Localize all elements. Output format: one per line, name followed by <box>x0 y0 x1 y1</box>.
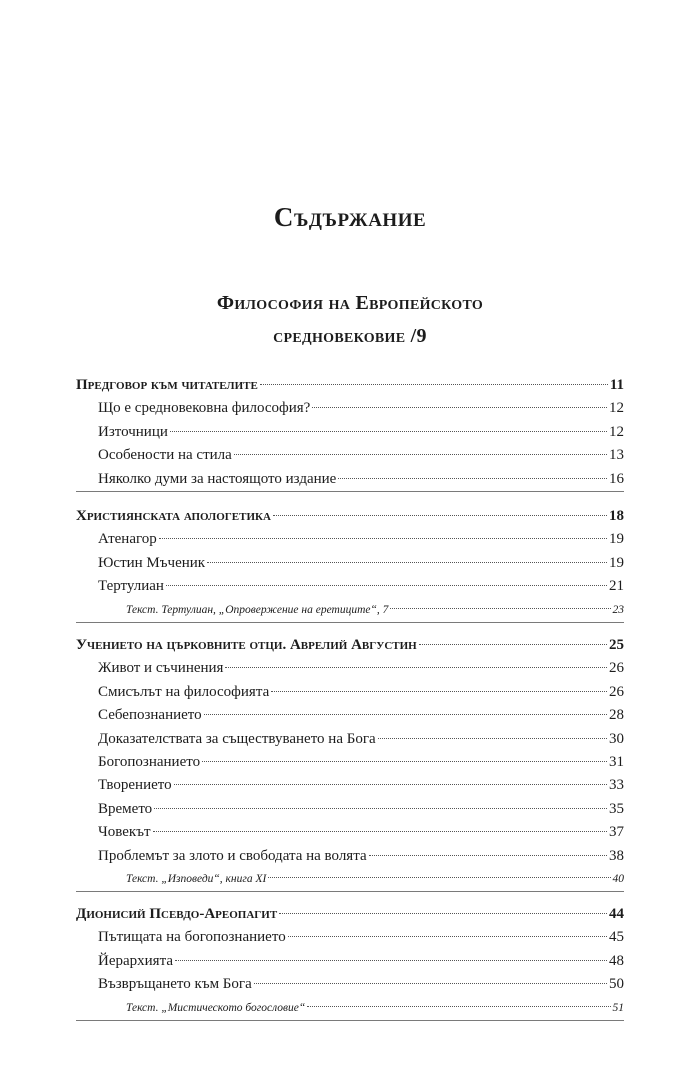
page-title: Съдържание <box>273 202 427 232</box>
leader-dots <box>254 983 607 984</box>
toc-entry-page: 26 <box>609 660 624 677</box>
toc-group-preface <box>76 374 624 492</box>
toc-excerpt-title: Текст. „Мистическото богословие“ <box>126 1001 306 1014</box>
toc-chapter-page: 44 <box>609 906 624 922</box>
toc-entry-page: 28 <box>609 707 624 724</box>
leader-dots <box>170 431 607 432</box>
toc-entry[interactable] <box>76 681 624 704</box>
toc-chapter-page: 11 <box>609 377 624 393</box>
leader-dots <box>175 960 607 961</box>
toc-entry-title: Себепознанието <box>98 707 202 724</box>
leader-dots <box>174 784 607 785</box>
toc-entry-page: 31 <box>609 753 624 770</box>
toc-chapter[interactable] <box>76 634 624 657</box>
toc-chapter-title: Дионисий Псевдо-Ареопагит <box>76 906 278 922</box>
toc-excerpt-page: 23 <box>612 603 624 616</box>
toc-group-church-fathers <box>76 634 624 892</box>
toc-excerpt[interactable] <box>76 868 624 891</box>
toc-excerpt-title: Текст. „Изповеди“, книга XI <box>126 872 267 885</box>
toc-entry-title: Творението <box>98 777 172 794</box>
toc-entry-title: Особености на стила <box>98 447 232 464</box>
toc-entry-page: 13 <box>609 447 624 464</box>
toc-entry-title: Възвръщането към Бога <box>98 976 252 993</box>
leader-dots <box>204 714 607 715</box>
toc-entry[interactable] <box>76 657 624 680</box>
toc-entry[interactable] <box>76 845 624 868</box>
toc-excerpt-title: Текст. Тертулиан, „Опровержение на еретиците“, 7 <box>126 603 389 616</box>
toc-excerpt-page: 51 <box>612 1001 624 1014</box>
toc-chapter[interactable] <box>76 505 624 528</box>
toc-entry-page: 16 <box>609 470 624 487</box>
toc-entry-page: 45 <box>609 929 624 946</box>
part-heading <box>0 287 700 353</box>
toc-entry-page: 30 <box>609 730 624 747</box>
toc-excerpt[interactable] <box>76 599 624 622</box>
toc-entry[interactable] <box>76 421 624 444</box>
toc-entry-title: Богопознанието <box>98 753 201 770</box>
leader-dots <box>279 913 607 914</box>
toc-entry-page: 19 <box>609 531 624 548</box>
toc-entry[interactable] <box>76 397 624 420</box>
toc-entry-page: 19 <box>609 554 624 571</box>
leader-dots <box>378 738 607 739</box>
leader-dots <box>260 384 608 385</box>
toc-chapter-page: 18 <box>609 508 624 524</box>
toc-entry-title: Йерархията <box>98 952 173 969</box>
leader-dots <box>271 691 607 692</box>
toc-entry[interactable] <box>76 774 624 797</box>
toc-entry-title: Тертулиан <box>98 578 164 595</box>
leader-dots <box>312 407 607 408</box>
toc-entry-title: Атенагор <box>98 531 157 548</box>
toc-entry[interactable] <box>76 973 624 996</box>
toc-entry-page: 33 <box>609 777 624 794</box>
leader-dots <box>154 808 607 809</box>
toc-entry[interactable] <box>76 552 624 575</box>
leader-dots <box>288 936 607 937</box>
toc-excerpt-page: 40 <box>612 872 624 885</box>
leader-dots <box>369 855 607 856</box>
part-heading-line-2: средновековие /9 <box>273 325 427 347</box>
toc-entry-title: Проблемът за злото и свободата на волята <box>98 847 367 864</box>
leader-dots <box>166 585 607 586</box>
leader-dots <box>159 538 607 539</box>
toc-entry-title: Пътищата на богопознанието <box>98 929 286 946</box>
toc-entry[interactable] <box>76 704 624 727</box>
toc-entry[interactable] <box>76 950 624 973</box>
leader-dots <box>225 667 607 668</box>
leader-dots <box>234 454 607 455</box>
toc-entry-page: 38 <box>609 847 624 864</box>
toc-entry-page: 35 <box>609 800 624 817</box>
toc-entry-title: Няколко думи за настоящото издание <box>98 470 337 487</box>
toc-excerpt[interactable] <box>76 997 624 1020</box>
toc-entry[interactable] <box>76 751 624 774</box>
toc-entry[interactable] <box>76 575 624 598</box>
toc-group-pseudo-dionysius <box>76 903 624 1021</box>
toc-entry-page: 12 <box>609 400 624 417</box>
toc-entry-page: 26 <box>609 683 624 700</box>
toc-chapter-title: Християнската апологетика <box>76 508 271 524</box>
toc-entry-title: Доказателствата за съществуването на Бога <box>98 730 376 747</box>
leader-dots <box>268 877 610 878</box>
toc-entry[interactable] <box>76 798 624 821</box>
toc-entry-title: Юстин Мъченик <box>98 554 206 571</box>
toc-entry-page: 48 <box>609 952 624 969</box>
toc-entry-title: Времето <box>98 800 153 817</box>
toc-entry[interactable] <box>76 468 624 491</box>
toc-chapter-title: Предговор към читателите <box>76 377 258 393</box>
leader-dots <box>307 1006 610 1007</box>
toc-entry[interactable] <box>76 728 624 751</box>
toc-entry-title: Живот и съчинения <box>98 660 224 677</box>
leader-dots <box>390 608 610 609</box>
part-heading-line-1: Философия на Европейското <box>216 292 484 314</box>
leader-dots <box>202 761 607 762</box>
leader-dots <box>207 562 607 563</box>
toc-chapter-page: 25 <box>609 637 624 653</box>
toc-entry[interactable] <box>76 926 624 949</box>
toc-entry-page: 21 <box>609 578 624 595</box>
toc-chapter[interactable] <box>76 903 624 926</box>
toc-entry-title: Човекът <box>98 824 151 841</box>
leader-dots <box>273 515 607 516</box>
toc-entry-title: Що е средновековна философия? <box>98 400 311 417</box>
toc-entry-title: Източници <box>98 423 168 440</box>
toc-entry-title: Смисълът на философията <box>98 683 270 700</box>
leader-dots <box>419 644 607 645</box>
toc-entry[interactable] <box>76 528 624 551</box>
toc-entry-page: 12 <box>609 423 624 440</box>
toc-group-apologetics <box>76 505 624 623</box>
toc-entry-page: 50 <box>609 976 624 993</box>
toc-chapter-title: Учението на църковните отци. Аврелий Августин <box>76 637 417 653</box>
leader-dots <box>153 831 608 832</box>
toc-entry-page: 37 <box>609 824 624 841</box>
toc-entry[interactable] <box>76 444 624 467</box>
toc-entry[interactable] <box>76 821 624 844</box>
leader-dots <box>338 478 607 479</box>
toc-chapter[interactable] <box>76 374 624 397</box>
